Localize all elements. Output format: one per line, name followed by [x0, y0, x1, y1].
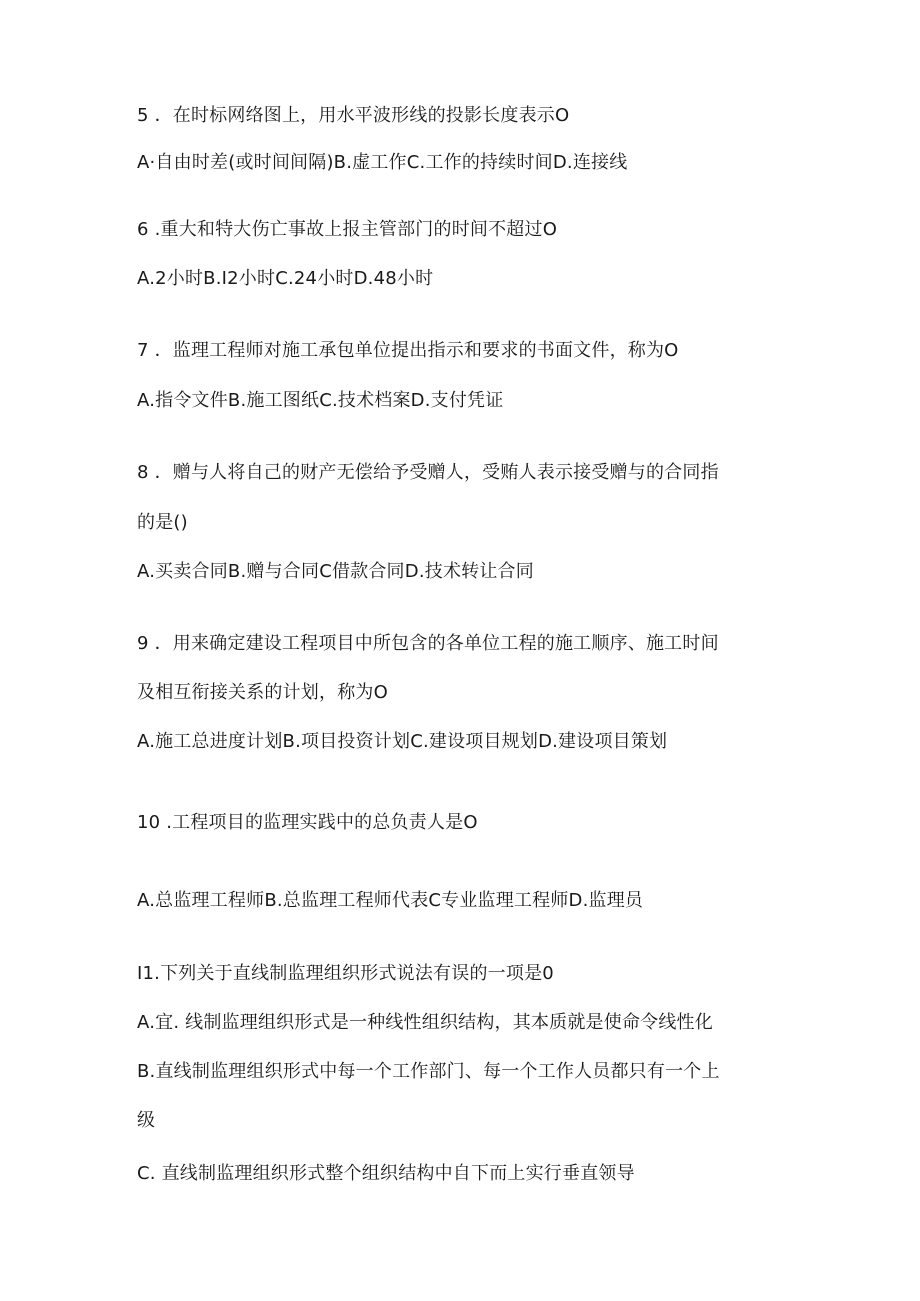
question-9-options: A.施工总进度计划B.项目投资计划C.建设项目规划D.建设项目策划 — [137, 731, 668, 752]
question-6-options: A.2小时B.I2小时C.24小时D.48小时 — [137, 268, 434, 289]
question-11-stem: I1.下列关于直线制监理组织形式说法有误的一项是0 — [137, 963, 554, 984]
question-11-option-c: C. 直线制监理组织形式整个组织结构中自下而上实行垂直领导 — [137, 1163, 635, 1184]
question-7-options: A.指令文件B.施工图纸C.技术档案D.支付凭证 — [137, 390, 504, 411]
question-11-option-b: B.直线制监理组织形式中每一个工作部门、每一个工作人员都只有一个上 — [137, 1061, 720, 1082]
question-11-option-a: A.宜. 线制监理组织形式是一种线性组织结构，其本质就是使命令线性化 — [137, 1012, 713, 1033]
question-6-stem: 6 .重大和特大伤亡事故上报主管部门的时间不超过O — [137, 219, 558, 240]
question-7-stem: 7 ．监理工程师对施工承包单位提出指示和要求的书面文件，称为O — [137, 340, 679, 361]
question-10-options: A.总监理工程师B.总监理工程师代表C专业监理工程师D.监理员 — [137, 890, 644, 911]
question-5-options: A·自由时差(或时间间隔)B.虚工作C.工作的持续时间D.连接线 — [137, 152, 628, 173]
question-9-stem-line-1: 9 ．用来确定建设工程项目中所包含的各单位工程的施工顺序、施工时间 — [137, 633, 719, 654]
question-8-options: A.买卖合同B.赠与合同C借款合同D.技术转让合同 — [137, 561, 534, 582]
question-8-stem-line-1: 8 ．赠与人将自己的财产无偿给予受赠人，受贿人表示接受赠与的合同指 — [137, 462, 719, 483]
question-9-stem-line-2: 及相互衔接关系的计划，称为O — [137, 682, 388, 703]
question-8-stem-line-2: 的是() — [137, 512, 188, 533]
question-11-option-b-continued: 级 — [137, 1110, 156, 1131]
question-10-stem: 10 .工程项目的监理实践中的总负责人是O — [137, 812, 478, 833]
question-5-stem: 5 ．在时标网络图上，用水平波形线的投影长度表示O — [137, 105, 570, 126]
